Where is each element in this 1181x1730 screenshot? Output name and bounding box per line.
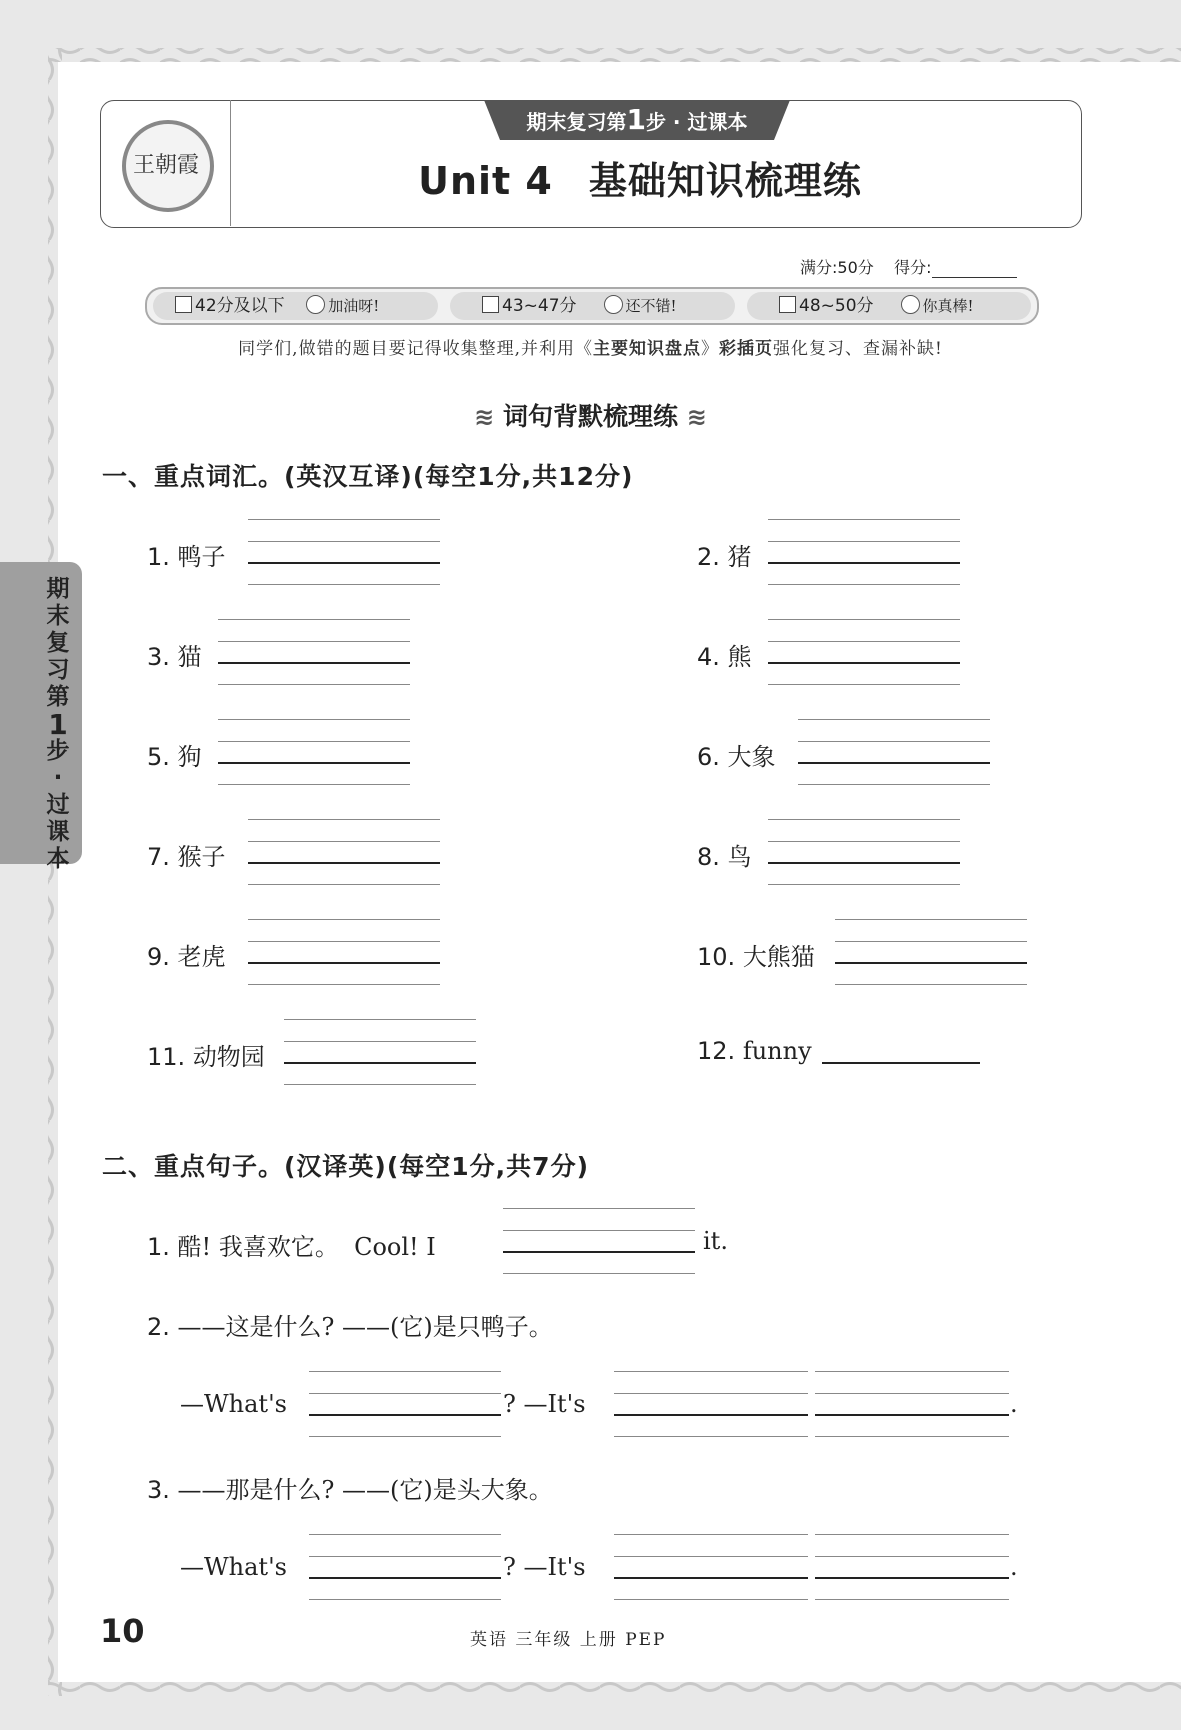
answer-blank[interactable]: [798, 719, 990, 785]
answer-blank[interactable]: [284, 1019, 476, 1085]
item-number: 2.: [697, 543, 720, 571]
score-line: 满分:50分 得分:: [800, 255, 1017, 278]
vocab-item: [147, 937, 226, 972]
vocab-item: [147, 637, 202, 672]
answer-blank-s2a[interactable]: [309, 1371, 501, 1437]
item-number: 12.: [697, 1037, 736, 1065]
vocab-item: [147, 537, 226, 572]
item-number: 1.: [147, 543, 170, 571]
face-icon: [901, 295, 920, 314]
vocab-item: [697, 1037, 812, 1065]
sentence-1: 1. 酷! 我喜欢它。 Cool! I: [147, 1233, 436, 1261]
sentence-2-end: .: [1010, 1390, 1018, 1418]
sentence-3-end: .: [1010, 1553, 1018, 1581]
item-prompt: 大象: [727, 743, 776, 771]
item-prompt: 猴子: [177, 843, 226, 871]
part2-title: 二、重点句子。(汉译英)(每空1分,共7分): [102, 1152, 589, 1181]
vocab-item: [147, 837, 226, 872]
vocab-item: [697, 537, 752, 572]
checkbox-icon[interactable]: [482, 296, 499, 313]
answer-blank-s1[interactable]: [503, 1208, 695, 1274]
item-number: 10.: [697, 943, 736, 971]
answer-blank[interactable]: [248, 519, 440, 585]
face-icon: [306, 295, 325, 314]
answer-blank[interactable]: [768, 619, 960, 685]
item-prompt: 熊: [727, 643, 752, 671]
item-number: 3.: [147, 643, 170, 671]
item-number: 8.: [697, 843, 720, 871]
part1-title: 一、重点词汇。(英汉互译)(每空1分,共12分): [102, 462, 634, 491]
answer-blank[interactable]: [768, 519, 960, 585]
rating-bar: [145, 287, 1039, 325]
item-prompt: 动物园: [192, 1043, 265, 1071]
item-number: 4.: [697, 643, 720, 671]
rating-option-1[interactable]: 42分及以下 加油呀!: [175, 289, 379, 323]
sentence-3: 3. ——那是什么? ——(它)是头大象。: [147, 1476, 553, 1504]
page-number: 10: [100, 1612, 145, 1650]
logo-text: 王朝霞: [132, 153, 199, 178]
vocab-item: [697, 637, 752, 672]
item-number: 7.: [147, 843, 170, 871]
answer-blank-s2c[interactable]: [815, 1371, 1009, 1437]
item-prompt: 老虎: [177, 943, 226, 971]
checkbox-icon[interactable]: [779, 296, 796, 313]
answer-blank[interactable]: [822, 1062, 980, 1064]
score-blank[interactable]: [932, 263, 1017, 278]
answer-blank[interactable]: [835, 919, 1027, 985]
page-title: Unit 4 基础知识梳理练: [418, 159, 862, 203]
answer-blank-s3c[interactable]: [815, 1534, 1009, 1600]
answer-blank[interactable]: [218, 719, 410, 785]
item-prompt: funny: [742, 1037, 812, 1065]
item-prompt: 鸭子: [177, 543, 226, 571]
answer-blank[interactable]: [768, 819, 960, 885]
banner-label: 期末复习第1步 · 过课本: [526, 103, 748, 136]
item-number: 6.: [697, 743, 720, 771]
checkbox-icon[interactable]: [175, 296, 192, 313]
sentence-3-a: —What's: [180, 1553, 287, 1581]
vocab-item: [697, 737, 776, 772]
item-prompt: 大熊猫: [742, 943, 815, 971]
item-prompt: 鸟: [727, 843, 752, 871]
item-number: 11.: [147, 1043, 186, 1071]
sentence-1-end: it.: [703, 1227, 728, 1255]
sentence-2-b: ? —It's: [503, 1390, 586, 1418]
answer-blank-s3a[interactable]: [309, 1534, 501, 1600]
rating-option-3[interactable]: 48~50分 你真棒!: [779, 289, 974, 323]
instruction-note: 同学们,做错的题目要记得收集整理,并利用《主要知识盘点》彩插页强化复习、查漏补缺!: [238, 339, 943, 359]
vocab-item: [697, 937, 815, 972]
item-prompt: 猪: [727, 543, 752, 571]
item-prompt: 狗: [177, 743, 202, 771]
answer-blank[interactable]: [248, 919, 440, 985]
vocab-item: [697, 837, 752, 872]
vocab-item: [147, 737, 202, 772]
item-number: 5.: [147, 743, 170, 771]
answer-blank-s2b[interactable]: [614, 1371, 808, 1437]
answer-blank[interactable]: [248, 819, 440, 885]
answer-blank[interactable]: [218, 619, 410, 685]
side-tab-label: 期 末 复 习 第 1 步 · 过 课 本: [46, 576, 70, 872]
item-prompt: 猫: [177, 643, 202, 671]
answer-blank-s3b[interactable]: [614, 1534, 808, 1600]
section-title: ≋ 词句背默梳理练 ≋: [474, 402, 707, 431]
sentence-2-a: —What's: [180, 1390, 287, 1418]
rating-option-2[interactable]: 43~47分 还不错!: [482, 289, 677, 323]
sentence-2: 2. ——这是什么? ——(它)是只鸭子。: [147, 1313, 553, 1341]
vocab-item: [147, 1037, 265, 1072]
wave-decoration-icon: ≋: [686, 403, 707, 431]
sentence-3-b: ? —It's: [503, 1553, 586, 1581]
wave-decoration-icon: ≋: [474, 403, 495, 431]
footer-text: 英语 三年级 上册 PEP: [470, 1630, 667, 1650]
face-icon: [604, 295, 623, 314]
item-number: 9.: [147, 943, 170, 971]
